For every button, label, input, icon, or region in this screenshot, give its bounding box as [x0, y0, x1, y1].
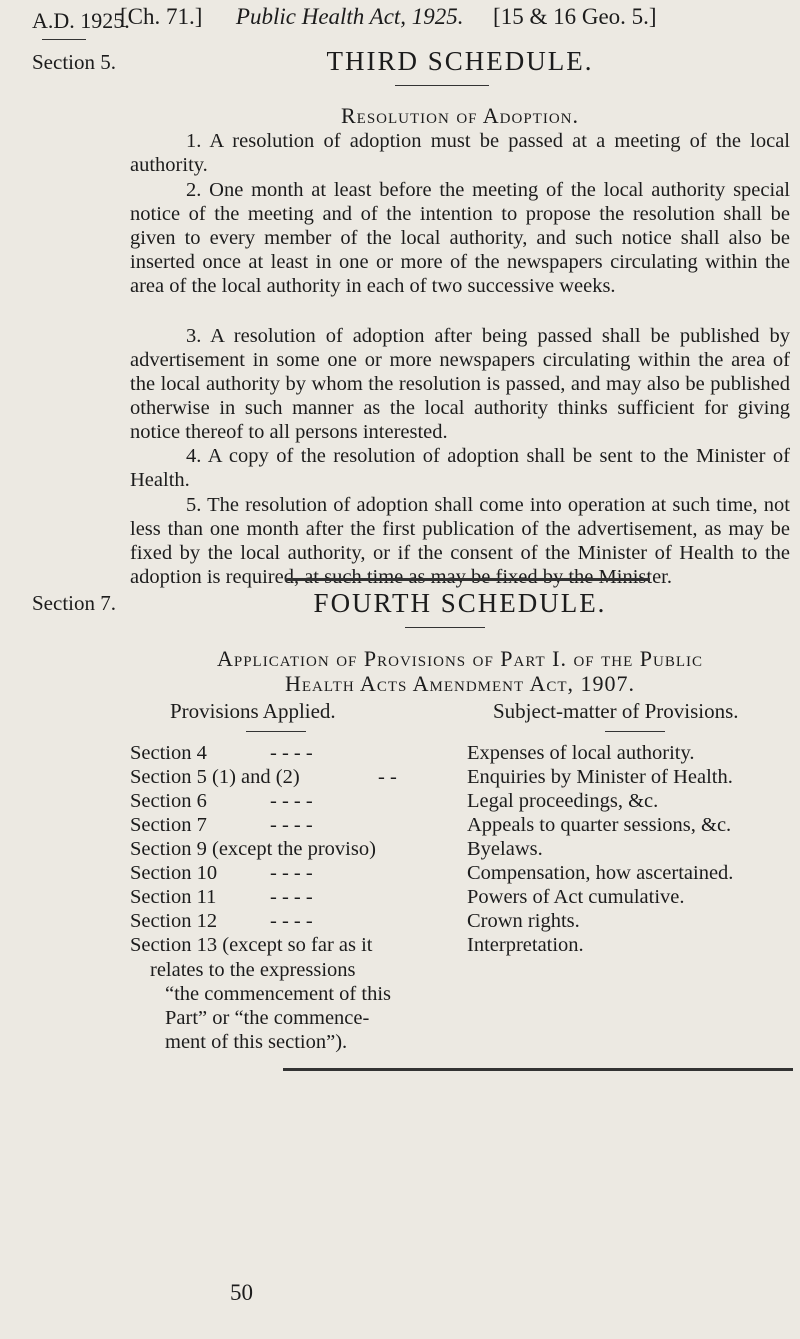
margin-section-7: Section 7.: [32, 591, 116, 615]
table-row: [130, 886, 216, 909]
row-continuation-2: “the commencement of this: [165, 983, 391, 1005]
column-header-subject: Subject-matter of Provisions.: [493, 699, 739, 723]
table-row: [130, 742, 207, 765]
third-schedule-title: THIRD SCHEDULE.: [326, 46, 594, 76]
column-header-provisions: Provisions Applied.: [170, 699, 336, 723]
third-schedule-para-2: 2. One month at least before the meeting of the local authority special notice of the meeting and of the intention to propose the resolution shall be given to every member of the local authority, and such notice shall also be inserted once at least in one or more of the newspapers circulating within the area of the local authority in each of two successive weeks.: [130, 179, 790, 297]
row-leader: - - - -: [270, 814, 313, 836]
fourth-schedule-subheading-1: Application of Provisions of Part I. of the Public: [216, 646, 704, 671]
row-provision: Section 4: [130, 742, 207, 764]
margin-section-5: Section 5.: [32, 50, 116, 74]
row-subject: Enquiries by Minister of Health.: [467, 766, 733, 788]
row-subject: Byelaws.: [467, 838, 543, 860]
section-divider-1: [285, 578, 650, 581]
table-row: [130, 790, 207, 813]
row-leader: - - - -: [270, 910, 313, 932]
section-divider-2: [283, 1068, 793, 1071]
row-continuation-4: ment of this section”).: [165, 1031, 348, 1053]
row-provision: Section 6: [130, 790, 207, 812]
row-continuation-1: relates to the expressions: [150, 959, 356, 981]
table-row: [130, 862, 217, 885]
row-subject: Interpretation.: [467, 934, 584, 956]
row-subject: Powers of Act cumulative.: [467, 886, 685, 908]
third-schedule-subheading: Resolution of Adoption.: [340, 103, 579, 128]
row-provision: Section 5 (1) and (2): [130, 766, 300, 788]
page-number: 50: [230, 1280, 253, 1305]
row-subject: Appeals to quarter sessions, &c.: [467, 814, 732, 836]
third-schedule-para-3: 3. A resolution of adoption after being passed shall be published by advertisement in some one or more newspapers circulating within the area of the local authority by whom the resolution is passed, and may also be published otherwise in such manner as the local authority thinks sufficient for giving notice thereof to all persons interested.: [130, 325, 790, 443]
table-row: [130, 934, 373, 957]
row-provision: Section 10: [130, 862, 218, 884]
row-leader: - - - -: [270, 886, 313, 908]
table-row: [130, 838, 376, 861]
column-header-subject-rule: [605, 731, 665, 732]
running-header: [120, 4, 790, 30]
row-leader: - - - -: [270, 742, 313, 764]
header-act-title: Public Health Act, 1925.: [235, 4, 464, 29]
row-provision: Section 7: [130, 814, 207, 836]
fourth-schedule-title-rule: [405, 627, 485, 628]
row-subject: Crown rights.: [467, 910, 580, 932]
row-leader: - - - -: [270, 790, 313, 812]
header-regnal: [15 & 16 Geo. 5.]: [493, 4, 657, 29]
row-provision: Section 9 (except the proviso): [130, 838, 376, 860]
margin-year: A.D. 1925.: [32, 8, 130, 33]
row-leader: - - - -: [270, 862, 313, 884]
row-provision: Section 13 (except so far as it: [130, 934, 373, 956]
row-provision: Section 11: [130, 886, 217, 908]
margin-year-rule: [42, 39, 86, 40]
third-schedule-para-5: 5. The resolution of adoption shall come into operation at such time, not less than one month after the first publication of the advertisement, as may be fixed by the local authority, or if the consent of the Minister of Health to the adoption is required, at such time as may be fixed by the Minister.: [130, 494, 790, 588]
fourth-schedule-subheading-2: Health Acts Amendment Act, 1907.: [284, 671, 636, 696]
fourth-schedule-title: FOURTH SCHEDULE.: [313, 588, 607, 618]
row-provision: Section 12: [130, 910, 218, 932]
third-schedule-title-rule: [395, 85, 489, 86]
third-schedule-para-1: 1. A resolution of adoption must be passed at a meeting of the local authority.: [130, 130, 790, 176]
table-row: [130, 814, 207, 837]
row-subject: Compensation, how ascertained.: [467, 862, 734, 884]
column-header-provisions-rule: [246, 731, 306, 732]
table-row: [130, 910, 217, 933]
row-continuation-3: Part” or “the commence-: [165, 1007, 370, 1029]
row-leader: - -: [378, 766, 397, 788]
third-schedule-para-4: 4. A copy of the resolution of adoption shall be sent to the Minister of Health.: [130, 445, 790, 491]
row-subject: Legal proceedings, &c.: [467, 790, 659, 812]
row-subject: Expenses of local authority.: [467, 742, 695, 764]
table-row: [130, 766, 300, 789]
header-chapter: [Ch. 71.]: [120, 4, 203, 29]
